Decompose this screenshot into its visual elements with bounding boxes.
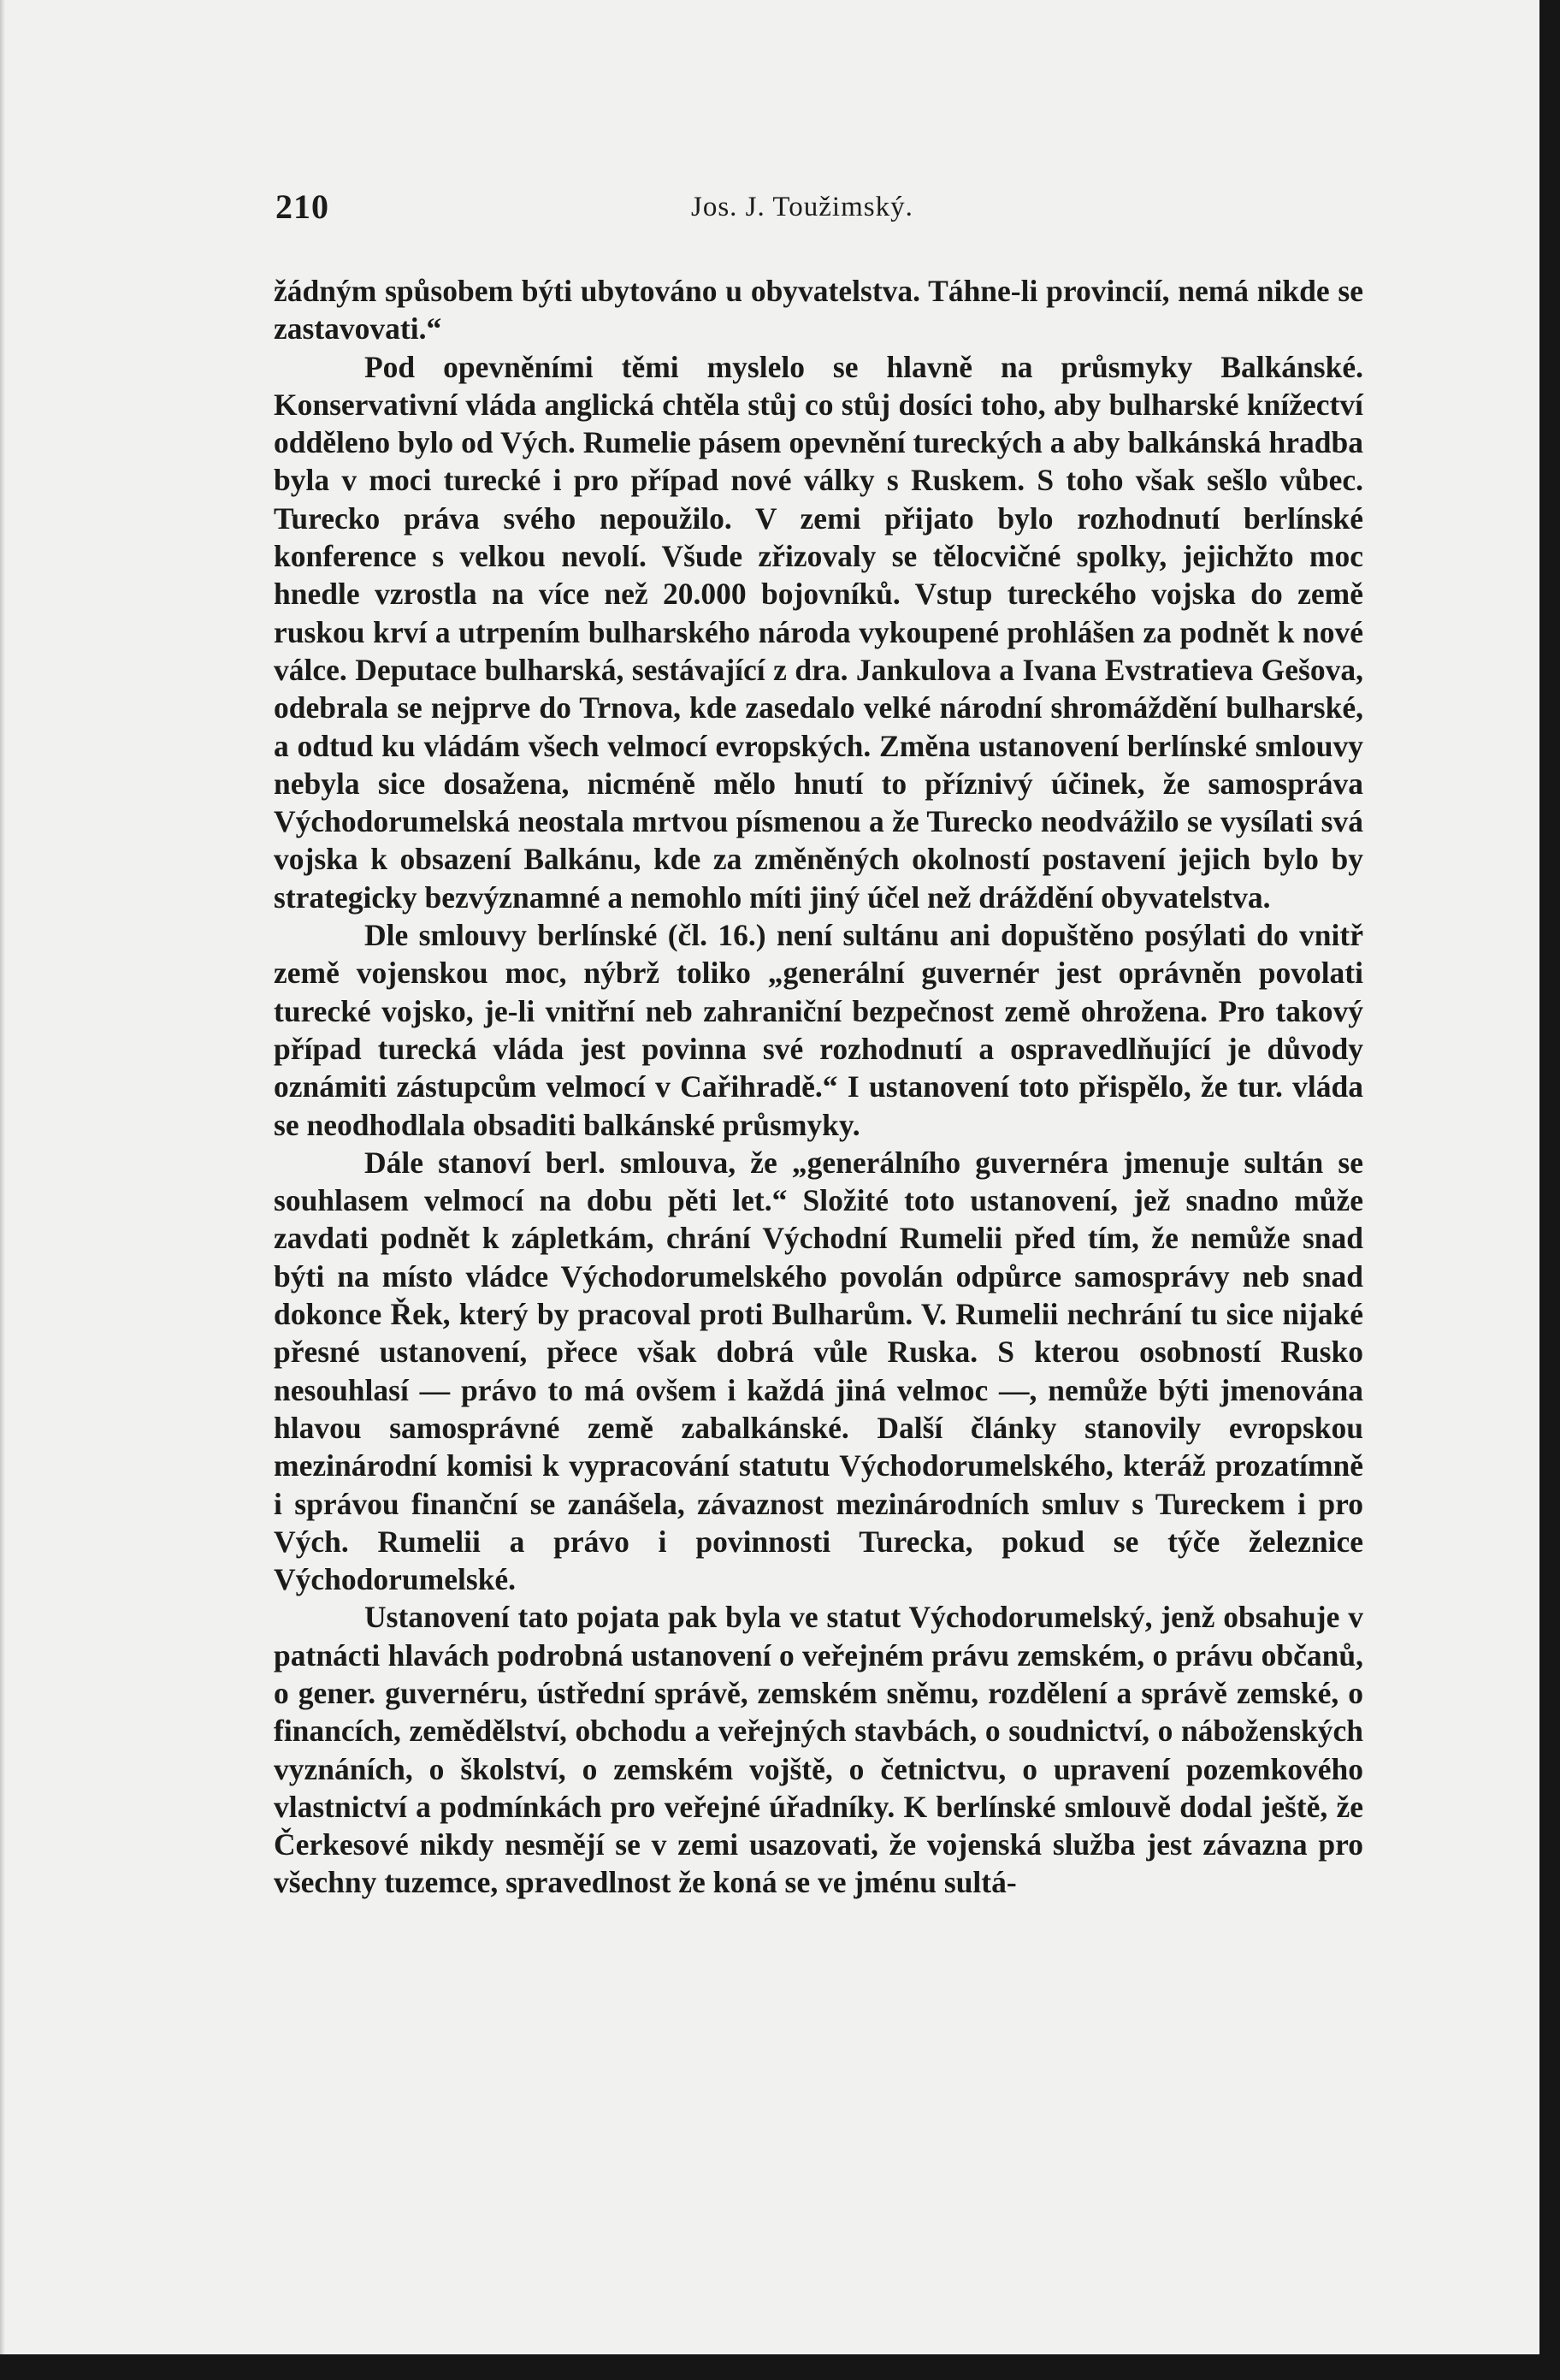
paragraph-continued: žádným spůsobem býti ubytováno u obyvatelstva. Táhne-li provincií, nemá nikde se zastavovati.“	[274, 274, 1363, 346]
paragraph: Pod opevněními těmi myslelo se hlavně na průsmyky Balkánské. Konservativní vláda anglická chtěla stůj co stůj dosíci toho, aby bulharské knížectví odděleno bylo od Vých. Rumelie pásem opevnění tureckých a aby balkánská hradba byla v moci turecké i pro případ nové války s Ruskem. S toho však sešlo vůbec. Turecko práva svého nepoužilo. V zemi přijato bylo rozhodnutí berlínské konference s velkou nevolí. Všude zřizovaly se tělocvičné spolky, jejichžto moc hnedle vzrostla na více než 20.000 bojovníků. Vstup tureckého vojska do země ruskou krví a utrpením bulharského národa vykoupené prohlášen za podnět k nové válce. Deputace bulharská, sestávající z dra. Jankulova a Ivana Evstratieva Gešova, odebrala se nejprve do Trnova, kde zasedalo velké národní shromáždění bulharské, a odtud ku vládám všech velmocí evropských. Změna ustanovení berlínské smlouvy nebyla sice dosažena, nicméně mělo hnutí to příznivý účinek, že samospráva Východorumelská neostala mrtvou písmenou a že Turecko neodvážilo se vysílati svá vojska k obsazení Balkánu, kde za změněných okolností postavení jejich bylo by strategicky bezvýznamné a nemohlo míti jiný účel než dráždění obyvatelstva.	[274, 349, 1363, 915]
running-head-author: Jos. J. Toužimský.	[691, 192, 913, 222]
paragraph: Ustanovení tato pojata pak byla ve statut Východorumelský, jenž obsahuje v patnácti hlavách podrobná ustanovení o veřejném právu zemském, o právu občanů, o gener. guvernéru, ústřední správě, zemském sněmu, rozdělení a správě zemské, o financích, zemědělství, obchodu a veřejných stavbách, o soudnictví, o náboženských vyznáních, o školství, o zemském vojště, o četnictvu, o upravení pozemkového vlastnictví a podmínkách pro veřejné úřadníky. K berlínské smlouvě dodal ještě, že Čerkesové nikdy nesmějí se v zemi usazovati, že vojenská služba jest závazna pro všechny tuzemce, spravedlnost že koná se ve jménu sultá-	[274, 1600, 1363, 1900]
scan-border-right	[1539, 0, 1560, 2380]
running-header	[275, 186, 1370, 238]
page-edge	[0, 0, 5, 2354]
scan-border-bottom	[0, 2354, 1560, 2380]
paragraph: Dále stanoví berl. smlouva, že „generálního guvernéra jmenuje sultán se souhlasem velmocí na dobu pěti let.“ Složité toto ustanovení, jež snadno může zavdati podnět k zápletkám, chrání Východní Rumelii před tím, že nemůže snad býti na místo vládce Východorumelského povolán odpůrce samosprávy neb snad dokonce Řek, který by pracoval proti Bulharům. V. Rumelii nechrání tu sice nijaké přesné ustanovení, přece však dobrá vůle Ruska. S kterou osobností Rusko nesouhlasí — právo to má ovšem i každá jiná velmoc —, nemůže býti jmenována hlavou samosprávné země zabalkánské. Další články stanovily evropskou mezinárodní komisi k vypracování statutu Východorumelského, kteráž prozatímně i správou finanční se zanášela, závaznost mezinárodních smluv s Tureckem i pro Vých. Rumelii a právo i povinnosti Turecka, pokud se týče železnice Východorumelské.	[274, 1145, 1363, 1597]
paragraph: Dle smlouvy berlínské (čl. 16.) není sultánu ani dopuštěno posýlati do vnitř země vojenskou moc, nýbrž toliko „generální guvernér jest oprávněn povolati turecké vojsko, je-li vnitřní neb zahraniční bezpečnost země ohrožena. Pro takový případ turecká vláda jest povinna své rozhodnutí a ospravedlňující je důvody oznámiti zástupcům velmocí v Cařihradě.“ I ustanovení toto přispělo, že tur. vláda se neodhodlala obsaditi balkánské průsmyky.	[274, 918, 1363, 1142]
body-text	[274, 272, 1363, 1902]
page-number: 210	[275, 187, 329, 226]
